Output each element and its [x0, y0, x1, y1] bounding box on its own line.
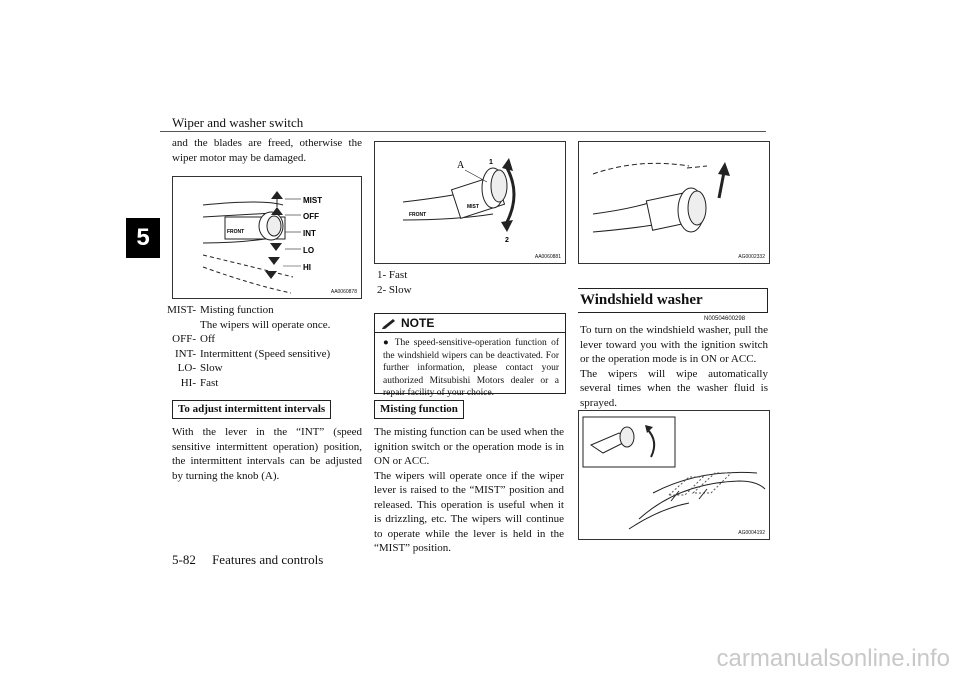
section-rule: [578, 312, 768, 313]
figure-code: AA0060881: [534, 254, 561, 260]
list-item: MIST- Misting function: [167, 304, 274, 316]
knob-illustration: [375, 142, 565, 263]
list-item: LO- Slow: [177, 362, 223, 374]
fig1-label-hi: HI: [303, 263, 311, 272]
fig1-front-text: FRONT: [227, 229, 245, 235]
figure-washer-spray: [578, 410, 770, 540]
note-box: [374, 313, 566, 398]
position-list: [160, 303, 370, 390]
figure-code: AA0060878: [330, 289, 357, 295]
chapter-tab: 5: [126, 218, 160, 258]
intervals-body: With the lever in the “INT” (speed sensitive intermittent operation) position, the intermittent intervals can be adjusted by turning the knob (A).: [172, 426, 362, 482]
list-item: 2- Slow: [377, 283, 412, 296]
document-code: N00504600298: [704, 316, 746, 322]
fig1-label-off: OFF: [303, 212, 319, 221]
list-item: INT- Intermittent (Speed sensitive): [175, 347, 331, 360]
section-rule: [578, 288, 768, 289]
pencil-icon: [381, 317, 397, 329]
speed-list: [377, 268, 557, 297]
note-body: ● The speed-sensitive-operation function of the windshield wipers can be deactivated. For further information, please contact your authorized Mitsubishi Motors dealer or a repair facility of your choice.: [383, 338, 559, 398]
note-title: NOTE: [401, 316, 435, 330]
list-item: HI- Fast: [180, 376, 219, 389]
list-item: The wipers will operate once.: [200, 318, 331, 331]
subheading-intervals: To adjust intermittent intervals: [172, 400, 331, 419]
washer-lever-illustration: [579, 142, 769, 263]
page-footer: 5-82 Features and controls: [172, 552, 324, 567]
note-header: [375, 314, 565, 333]
figure-code: AG0002332: [738, 254, 765, 260]
section-title-washer: Windshield washer: [580, 292, 703, 308]
subheading-misting: Misting function: [374, 400, 464, 419]
figure-wiper-lever-positions: [172, 176, 362, 299]
fig2-mist-text: MIST: [467, 204, 479, 210]
list-item: 1- Fast: [377, 269, 408, 281]
figure-intermittent-knob: [374, 141, 566, 264]
fig2-label-2: 2: [505, 237, 509, 244]
misting-body: The misting function can be used when the ignition switch or the operation mode is in ON or ACC. The wipers will operate once if the wiper lever is raised to the “MIST” position and released. This operation is useful when it is drizzling, etc. The wipers will continue to operate while the lever is held in the “MIST” position.: [374, 426, 564, 554]
wiper-lever-illustration: [173, 177, 361, 298]
washer-body: To turn on the windshield washer, pull the lever toward you with the ignition switch or the operation mode is in ON or ACC. The wipers will wipe automatically several times when the washer fluid is sprayed.: [580, 324, 768, 409]
header-rule: [160, 131, 766, 132]
fig2-front-text: FRONT: [409, 212, 427, 218]
fig2-label-1: 1: [489, 159, 493, 166]
figure-code: AG0004192: [738, 530, 765, 536]
fig2-label-a: A: [457, 160, 465, 171]
figure-washer-lever: [578, 141, 770, 264]
fig1-label-int: INT: [303, 229, 316, 238]
page-header-title: Wiper and washer switch: [172, 115, 304, 130]
watermark: carmanualsonline.info: [716, 645, 950, 672]
washer-spray-illustration: [579, 411, 769, 539]
intro-text: and the blades are freed, otherwise the wiper motor may be damaged.: [172, 137, 362, 164]
section-rule: [767, 288, 768, 312]
list-item: OFF- Off: [172, 333, 216, 345]
fig1-label-lo: LO: [303, 246, 315, 255]
fig1-label-mist: MIST: [303, 196, 323, 205]
